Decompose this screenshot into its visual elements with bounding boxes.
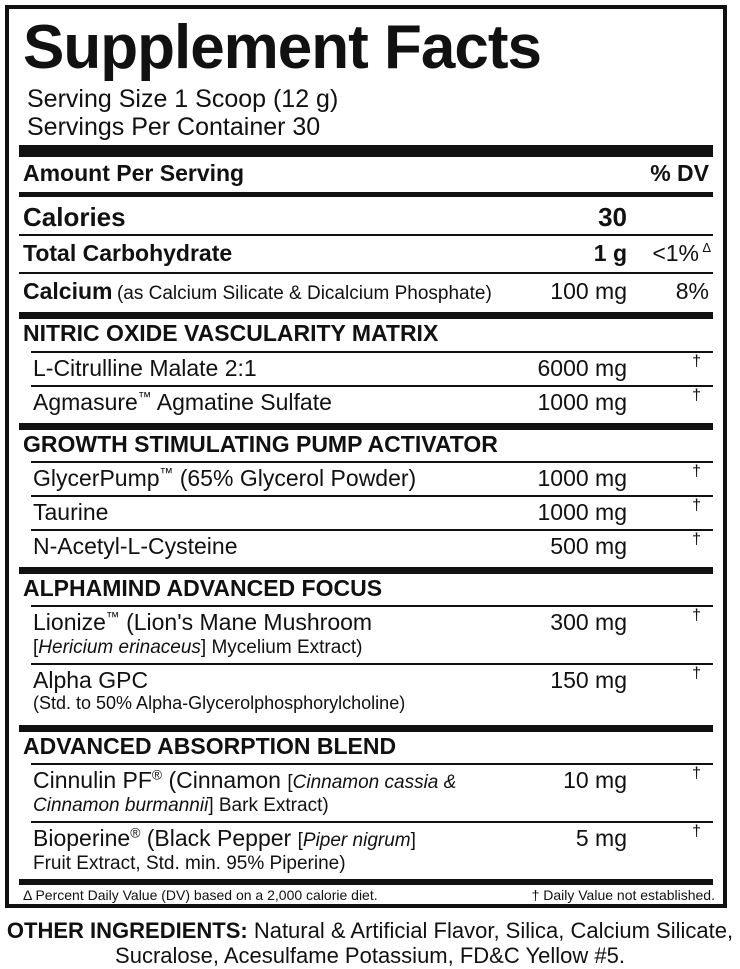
calcium-source: (as Calcium Silicate & Dicalcium Phosphate) bbox=[116, 283, 492, 304]
ingredient-detail: (Std. to 50% Alpha-Glycerolphosphorylcholine) bbox=[33, 693, 406, 713]
medium-divider bbox=[19, 192, 713, 197]
ingredient-amount: 1000 mg bbox=[537, 465, 627, 491]
other-ingredients-label: OTHER INGREDIENTS: bbox=[6, 918, 248, 943]
section-divider bbox=[19, 725, 713, 732]
dagger-mark: † bbox=[692, 497, 701, 514]
divider bbox=[31, 821, 713, 823]
dagger-mark: † bbox=[692, 665, 701, 682]
ingredient-name: Cinnulin PF® (Cinnamon [Cinnamon cassia & bbox=[33, 767, 457, 793]
other-ingredients-line2: Sucralose, Acesulfame Potassium, FD&C Yellow #5. bbox=[115, 943, 625, 968]
footnote-not-established: † Daily Value not established. bbox=[531, 887, 715, 903]
section-divider bbox=[19, 567, 713, 574]
calcium-amount: 100 mg bbox=[550, 278, 627, 304]
footnote-daily-value: Δ Percent Daily Value (DV) based on a 2,000 calorie diet. bbox=[23, 887, 378, 903]
other-ingredients-line1: Natural & Artificial Flavor, Silica, Calcium Silicate, bbox=[247, 918, 734, 943]
dagger-mark: † bbox=[692, 463, 701, 480]
divider bbox=[31, 605, 713, 607]
serving-size: Serving Size 1 Scoop (12 g) bbox=[27, 85, 339, 113]
ingredient-name: Alpha GPC bbox=[33, 667, 149, 693]
ingredient-name: L-Citrulline Malate 2:1 bbox=[33, 355, 257, 381]
section-title-pump-activator: GROWTH STIMULATING PUMP ACTIVATOR bbox=[23, 431, 498, 457]
ingredient-amount: 150 mg bbox=[550, 667, 627, 693]
supplement-facts-panel bbox=[5, 5, 727, 908]
divider bbox=[31, 385, 713, 387]
dagger-mark: † bbox=[692, 353, 701, 370]
ingredient-amount: 6000 mg bbox=[537, 355, 627, 381]
dv-header: % DV bbox=[650, 160, 709, 186]
dagger-mark: † bbox=[692, 607, 701, 624]
calcium-label: Calcium bbox=[23, 278, 113, 304]
servings-per-container: Servings Per Container 30 bbox=[27, 113, 321, 141]
divider bbox=[19, 234, 713, 236]
section-title-absorption: ADVANCED ABSORPTION BLEND bbox=[23, 733, 397, 759]
label-title: Supplement Facts bbox=[23, 13, 541, 82]
footer-divider bbox=[19, 879, 713, 885]
ingredient-detail: Cinnamon burmannii] Bark Extract) bbox=[33, 795, 329, 816]
ingredient-amount: 5 mg bbox=[575, 825, 627, 851]
ingredient-amount: 300 mg bbox=[550, 609, 627, 635]
ingredient-amount: 1000 mg bbox=[537, 499, 627, 525]
dagger-mark: † bbox=[692, 531, 701, 548]
carb-amount: 1 g bbox=[593, 240, 627, 266]
section-divider bbox=[19, 423, 713, 430]
ingredient-detail: [Hericium erinaceus] Mycelium Extract) bbox=[33, 637, 363, 658]
ingredient-name: Taurine bbox=[33, 499, 109, 525]
ingredient-name: GlycerPump™ (65% Glycerol Powder) bbox=[33, 465, 417, 491]
calcium-row bbox=[23, 278, 492, 305]
section-title-alphamind: ALPHAMIND ADVANCED FOCUS bbox=[23, 575, 383, 601]
ingredient-amount: 1000 mg bbox=[537, 389, 627, 415]
carb-label: Total Carbohydrate bbox=[23, 240, 233, 266]
thick-divider bbox=[19, 145, 713, 157]
carb-dv-mark: Δ bbox=[702, 240, 711, 255]
calories-amount: 30 bbox=[598, 202, 627, 232]
calcium-dv: 8% bbox=[675, 278, 709, 304]
calories-label: Calories bbox=[23, 202, 126, 232]
ingredient-name: N-Acetyl-L-Cysteine bbox=[33, 533, 238, 559]
section-divider bbox=[19, 312, 713, 319]
divider bbox=[19, 272, 713, 274]
amount-per-serving-header: Amount Per Serving bbox=[23, 160, 245, 186]
other-ingredients bbox=[0, 918, 740, 968]
ingredient-name: Bioperine® (Black Pepper [Piper nigrum] bbox=[33, 825, 416, 851]
divider bbox=[31, 495, 713, 497]
divider bbox=[31, 529, 713, 531]
ingredient-detail: Fruit Extract, Std. min. 95% Piperine) bbox=[33, 853, 346, 874]
ingredient-name: Lionize™ (Lion's Mane Mushroom bbox=[33, 609, 373, 635]
divider bbox=[31, 461, 713, 463]
dagger-mark: † bbox=[692, 765, 701, 782]
divider bbox=[31, 763, 713, 765]
carb-dv: <1% bbox=[652, 240, 699, 266]
ingredient-amount: 10 mg bbox=[563, 767, 627, 793]
ingredient-amount: 500 mg bbox=[550, 533, 627, 559]
dagger-mark: † bbox=[692, 823, 701, 840]
divider bbox=[31, 663, 713, 665]
ingredient-name: Agmasure™ Agmatine Sulfate bbox=[33, 389, 332, 415]
dagger-mark: † bbox=[692, 387, 701, 404]
section-title-nitric-oxide: NITRIC OXIDE VASCULARITY MATRIX bbox=[23, 320, 439, 346]
divider bbox=[31, 351, 713, 353]
